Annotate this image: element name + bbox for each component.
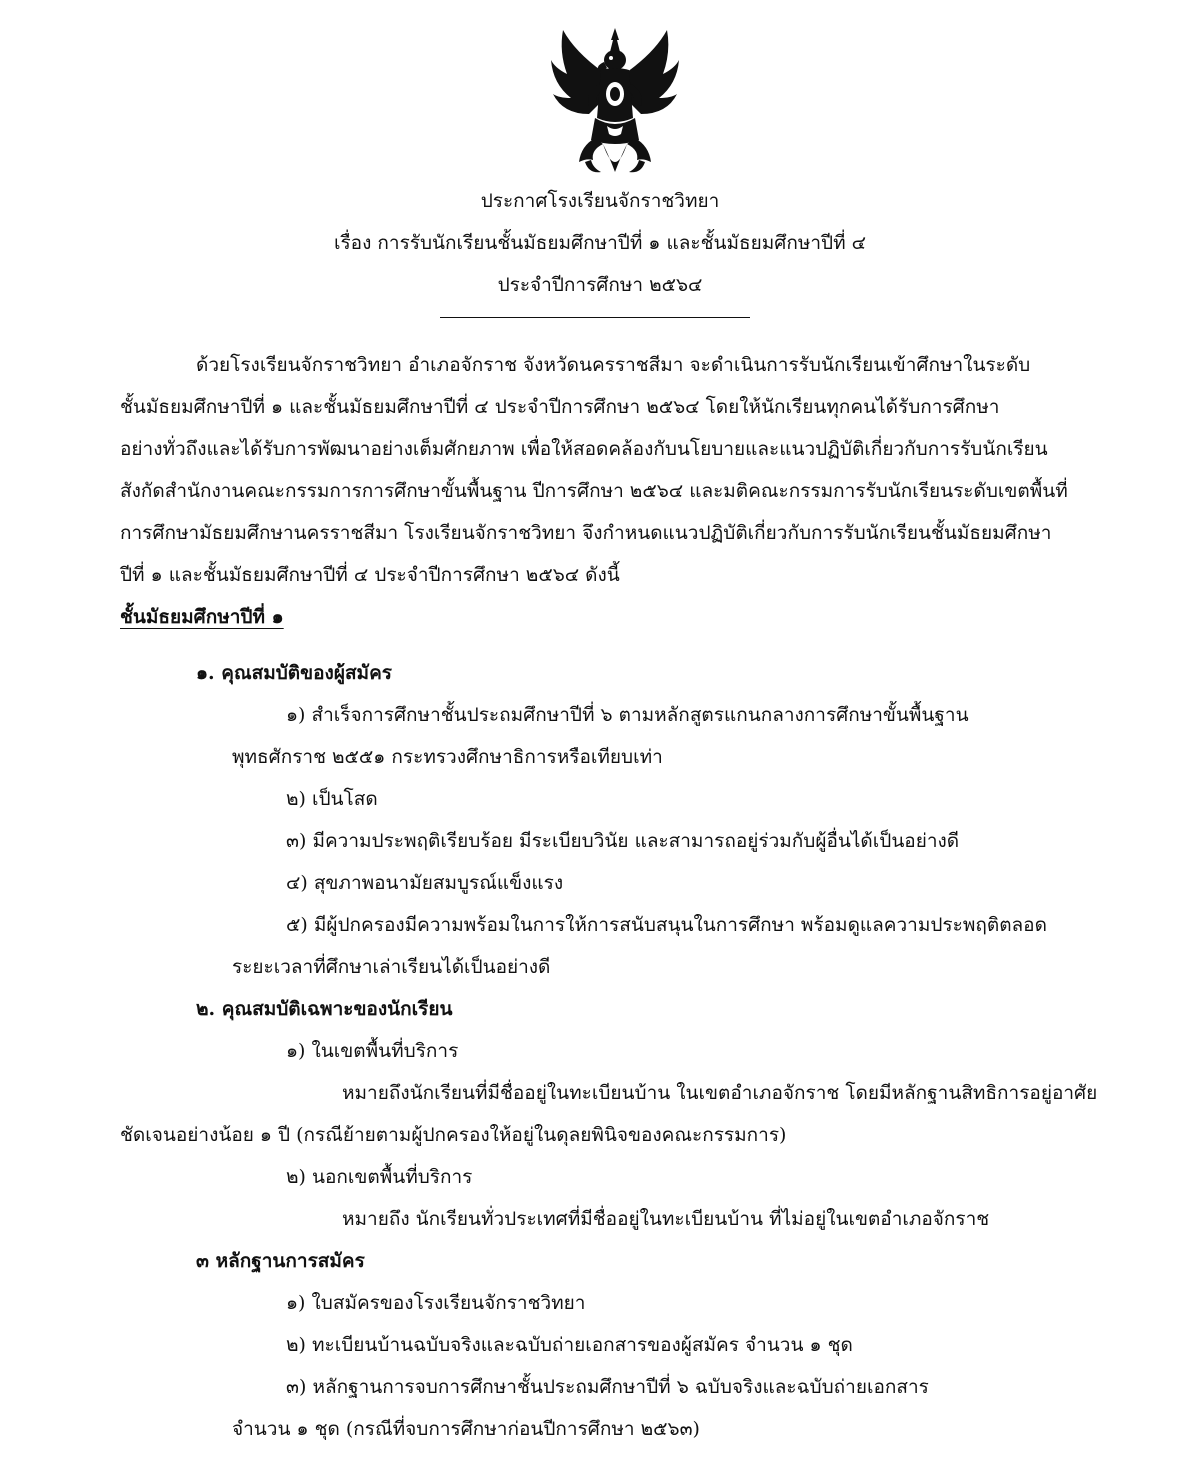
announcement-title: ประกาศโรงเรียนจักราชวิทยา [480, 190, 720, 212]
announcement-subject: เรื่อง การรับนักเรียนชั้นมัธยมศึกษาปีที่ ๑ และชั้นมัธยมศึกษาปีที่ ๔ [333, 232, 867, 254]
intro-line-6: ปีที่ ๑ และชั้นมัธยมศึกษาปีที่ ๔ ประจำปีการศึกษา ๒๕๖๔ ดังนี้ [120, 564, 620, 586]
section1-item1: ๑) สำเร็จการศึกษาชั้นประถมศึกษาปีที่ ๖ ตามหลักสูตรแกนกลางการศึกษาขั้นพื้นฐาน [286, 704, 969, 726]
intro-line-2: ชั้นมัธยมศึกษาปีที่ ๑ และชั้นมัธยมศึกษาปีที่ ๔ ประจำปีการศึกษา ๒๕๖๔ โดยให้นักเรียนทุกคนได้รับการศึกษา [120, 396, 1000, 418]
section1-item5: ๕) มีผู้ปกครองมีความพร้อมในการให้การสนับสนุนในการศึกษา พร้อมดูแลความประพฤติตลอด [286, 914, 1047, 936]
section3-heading: ๓ หลักฐานการสมัคร [196, 1250, 365, 1272]
section1-item2: ๒) เป็นโสด [286, 788, 378, 810]
section1-item1-cont: พุทธศักราช ๒๕๕๑ กระทรวงศึกษาธิการหรือเทียบเท่า [232, 746, 663, 768]
section2-item1-desc-cont: ชัดเจนอย่างน้อย ๑ ปี (กรณีย้ายตามผู้ปกครองให้อยู่ในดุลยพินิจของคณะกรรมการ) [120, 1124, 787, 1146]
intro-line-4: สังกัดสำนักงานคณะกรรมการการศึกษาขั้นพื้นฐาน ปีการศึกษา ๒๕๖๔ และมติคณะกรรมการรับนักเรียนระดับเขตพื้นที่ [120, 480, 1068, 502]
intro-line-1: ด้วยโรงเรียนจักราชวิทยา อำเภอจักราช จังหวัดนครราชสีมา จะดำเนินการรับนักเรียนเข้าศึกษาในระดับ [196, 354, 1031, 376]
section2-item2-desc: หมายถึง นักเรียนทั่วประเทศที่มีชื่ออยู่ในทะเบียนบ้าน ที่ไม่อยู่ในเขตอำเภอจักราช [342, 1208, 990, 1230]
section1-item5-cont: ระยะเวลาที่ศึกษาเล่าเรียนได้เป็นอย่างดี [232, 956, 551, 978]
garuda-emblem-icon [545, 22, 685, 180]
section2-item1: ๑) ในเขตพื้นที่บริการ [286, 1040, 459, 1062]
section3-item1: ๑) ใบสมัครของโรงเรียนจักราชวิทยา [286, 1292, 586, 1314]
section2-heading: ๒. คุณสมบัติเฉพาะของนักเรียน [196, 998, 453, 1020]
section1-item3: ๓) มีความประพฤติเรียบร้อย มีระเบียบวินัย และสามารถอยู่ร่วมกับผู้อื่นได้เป็นอย่างดี [286, 830, 960, 852]
intro-line-5: การศึกษามัธยมศึกษานครราชสีมา โรงเรียนจักราชวิทยา จึงกำหนดแนวปฏิบัติเกี่ยวกับการรับนักเรียนชั้นมัธยมศึกษา [120, 522, 1052, 544]
title-divider [440, 317, 750, 318]
section3-item3: ๓) หลักฐานการจบการศึกษาชั้นประถมศึกษาปีที่ ๖ ฉบับจริงและฉบับถ่ายเอกสาร [286, 1376, 929, 1398]
announcement-year: ประจำปีการศึกษา ๒๕๖๔ [497, 274, 703, 296]
section3-item2: ๒) ทะเบียนบ้านฉบับจริงและฉบับถ่ายเอกสารของผู้สมัคร จำนวน ๑ ชุด [286, 1334, 853, 1356]
section2-item2: ๒) นอกเขตพื้นที่บริการ [286, 1166, 473, 1188]
level-heading: ชั้นมัธยมศึกษาปีที่ ๑ [120, 606, 284, 628]
section3-item3-cont: จำนวน ๑ ชุด (กรณีที่จบการศึกษาก่อนปีการศึกษา ๒๕๖๓) [232, 1418, 700, 1440]
intro-line-3: อย่างทั่วถึงและได้รับการพัฒนาอย่างเต็มศักยภาพ เพื่อให้สอดคล้องกับนโยบายและแนวปฏิบัติเกี่ยวกับการรับนักเรียน [120, 438, 1048, 460]
section2-item1-desc: หมายถึงนักเรียนที่มีชื่ออยู่ในทะเบียนบ้าน ในเขตอำเภอจักราช โดยมีหลักฐานสิทธิการอยู่อาศัย [342, 1082, 1098, 1104]
section1-heading: ๑. คุณสมบัติของผู้สมัคร [196, 662, 392, 684]
section1-item4: ๔) สุขภาพอนามัยสมบูรณ์แข็งแรง [286, 872, 564, 894]
